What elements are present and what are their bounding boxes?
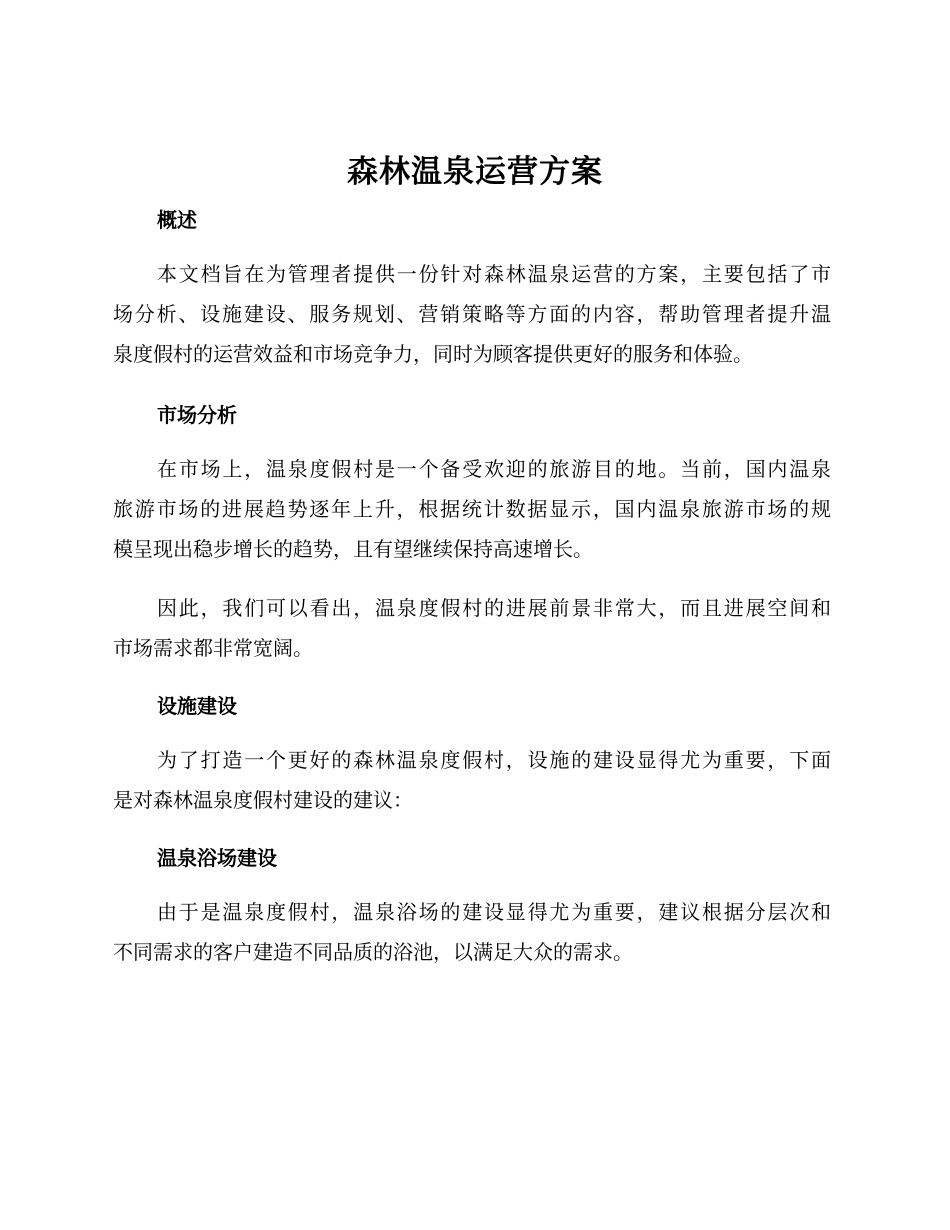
paragraph-overview bbox=[113, 254, 831, 374]
paragraph-line: 模呈现出稳步增长的趋势，且有望继续保持高速增长。 bbox=[113, 537, 593, 561]
section-heading-overview: 概述 bbox=[157, 208, 197, 232]
paragraph-line: 场分析、设施建设、服务规划、营销策略等方面的内容，帮助管理者提升温 bbox=[113, 302, 831, 326]
paragraph-market-analysis-1 bbox=[113, 449, 831, 569]
paragraph-line: 不同需求的客户建造不同品质的浴池，以满足大众的需求。 bbox=[113, 940, 633, 964]
section-heading-bath-construction: 温泉浴场建设 bbox=[157, 846, 277, 870]
paragraph-line: 是对森林温泉度假村建设的建议： bbox=[113, 788, 413, 812]
paragraph-line: 由于是温泉度假村，温泉浴场的建设显得尤为重要，建议根据分层次和 bbox=[157, 900, 831, 924]
paragraph-line: 市场需求都非常宽阔。 bbox=[113, 636, 313, 660]
section-heading-market-analysis: 市场分析 bbox=[157, 403, 237, 427]
paragraph-line: 为了打造一个更好的森林温泉度假村，设施的建设显得尤为重要，下面 bbox=[157, 748, 831, 772]
paragraph-facility-construction bbox=[113, 740, 831, 820]
paragraph-market-analysis-2 bbox=[113, 588, 831, 668]
paragraph-line: 旅游市场的进展趋势逐年上升，根据统计数据显示，国内温泉旅游市场的规 bbox=[113, 497, 831, 521]
document-title: 森林温泉运营方案 bbox=[347, 154, 603, 190]
paragraph-line: 在市场上，温泉度假村是一个备受欢迎的旅游目的地。当前，国内温泉 bbox=[157, 457, 831, 481]
paragraph-bath-construction bbox=[113, 892, 831, 972]
paragraph-line: 因此，我们可以看出，温泉度假村的进展前景非常大，而且进展空间和 bbox=[157, 596, 831, 620]
paragraph-line: 泉度假村的运营效益和市场竞争力，同时为顾客提供更好的服务和体验。 bbox=[113, 342, 753, 366]
paragraph-line: 本文档旨在为管理者提供一份针对森林温泉运营的方案，主要包括了市 bbox=[157, 262, 831, 286]
section-heading-facility-construction: 设施建设 bbox=[157, 694, 237, 718]
